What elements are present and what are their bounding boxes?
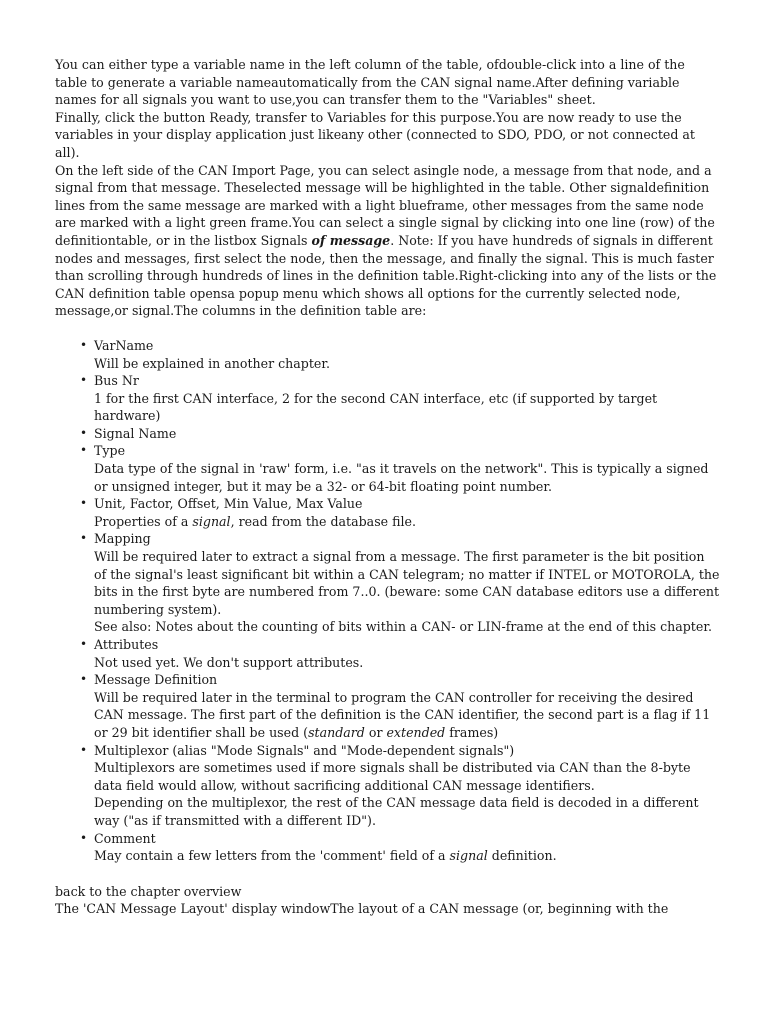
intro-paragraph-3 xyxy=(55,162,720,320)
description-see-also: See also: Notes about the counting of bits within a CAN- or LIN-frame at the end of this chapter. xyxy=(94,619,712,635)
term: • Comment xyxy=(94,830,156,846)
list-item-bus-nr xyxy=(94,372,720,425)
list-item-type xyxy=(94,442,720,495)
back-to-overview-link[interactable]: back to the chapter overview xyxy=(55,883,242,899)
description xyxy=(94,689,720,742)
term: • VarName xyxy=(94,337,154,353)
description-text-mid: or xyxy=(364,724,387,740)
list-item-attributes xyxy=(94,636,720,671)
document-body xyxy=(55,56,720,918)
term: • Attributes xyxy=(94,637,159,652)
intro-paragraph-2: Finally, click the button Ready, transfer to Variables for this purpose.You are now ready to use the variables in your display application just likeany other (connected to SDO, PDO, or not connected at all). xyxy=(55,109,695,160)
listbox-name-emphasis: of message xyxy=(311,232,391,248)
description xyxy=(94,513,720,531)
term: • Multiplexor (alias "Mode Signals" and "Mode-dependent signals") xyxy=(94,742,515,758)
term: • Message Definition xyxy=(94,672,218,688)
standard-emphasis: standard xyxy=(308,724,365,740)
list-item-multiplexor xyxy=(94,742,720,830)
definition-columns-list xyxy=(55,337,720,865)
description-continued: Depending on the multiplexor, the rest of the CAN message data field is decoded in a different way ("as if transmitted with a different ID"). xyxy=(94,795,699,828)
term: • Mapping xyxy=(94,531,151,547)
description: Will be explained in another chapter. xyxy=(94,355,331,371)
list-item-message-definition xyxy=(94,671,720,741)
next-section-text: The 'CAN Message Layout' display windowThe layout of a CAN message (or, beginning with the xyxy=(55,901,669,917)
description-text: May contain a few letters from the 'comment' field of a xyxy=(94,848,450,864)
description: Multiplexors are sometimes used if more signals shall be distributed via CAN than the 8-byte data field would allow, without sacrificing additional CAN message identifiers. xyxy=(94,760,691,793)
intro-paragraph-3-text: On the left side of the CAN Import Page, you can select asingle node, a message from that node, and a signal from that message. Theselected message will be highlighted in the table. Other signaldefinition lines from the same message are marked with a light blueframe, other messages from the same node are marked with a light green frame.You can select a single signal by clicking into one line (row) of the definitiontable, or in the listbox Signals xyxy=(55,162,715,248)
spacer xyxy=(55,865,720,883)
term: • Signal Name xyxy=(94,425,177,441)
description-text-end: definition. xyxy=(487,848,557,864)
description: Will be required later to extract a signal from a message. The first parameter is the bit position of the signal's least significant bit within a CAN telegram; no matter if INTEL or MOTOROLA, the bits in the first byte are numbered from 7..0. (beware: some CAN database editors use a different numbering system). xyxy=(94,549,720,617)
term: • Unit, Factor, Offset, Min Value, Max Value xyxy=(94,496,363,512)
list-item-mapping xyxy=(94,530,720,636)
description: Data type of the signal in 'raw' form, i.e. "as it travels on the network". This is typically a signed or unsigned integer, but it may be a 32- or 64-bit floating point number. xyxy=(94,461,709,494)
description-text-end: frames) xyxy=(445,724,499,740)
description-text: Properties of a xyxy=(94,513,193,529)
term: • Type xyxy=(94,443,126,459)
description-text-end: , read from the database file. xyxy=(230,513,416,529)
description: 1 for the first CAN interface, 2 for the second CAN interface, etc (if supported by target hardware) xyxy=(94,390,658,424)
signal-emphasis: signal xyxy=(192,513,231,529)
description-text: Will be required later in the terminal to program the CAN controller for receiving the desired CAN message. The first part of the definition is the CAN identifier, the second part is a flag if 11 or 29 bit identifier shall be used ( xyxy=(94,689,711,740)
intro-paragraph-1: You can either type a variable name in the left column of the table, ofdouble-click into a line of the table to generate a variable nameautomatically from the CAN signal name.After defining variable names for all signals you want to use,you can transfer them to the "Variables" sheet. xyxy=(55,57,685,108)
list-item-signal-name xyxy=(94,425,720,443)
term: • Bus Nr xyxy=(94,373,139,389)
signal-emphasis: signal xyxy=(449,848,488,864)
list-item-comment xyxy=(94,830,720,865)
list-item-unit-factor xyxy=(94,495,720,530)
intro-paragraph-3-text-end: . Note: If you have hundreds of signals in different nodes and messages, first select the node, then the message, and finally the signal. This is much faster than scrolling through hundreds of lines in the definition table.Right-clicking into any of the lists or the CAN definition table opensa popup menu which shows all options for the currently selected node, message,or signal.The columns in the definition table are: xyxy=(55,232,717,319)
list-item-varname xyxy=(94,337,720,372)
description xyxy=(94,847,720,865)
description: Not used yet. We don't support attributes. xyxy=(94,654,364,670)
extended-emphasis: extended xyxy=(386,724,446,740)
